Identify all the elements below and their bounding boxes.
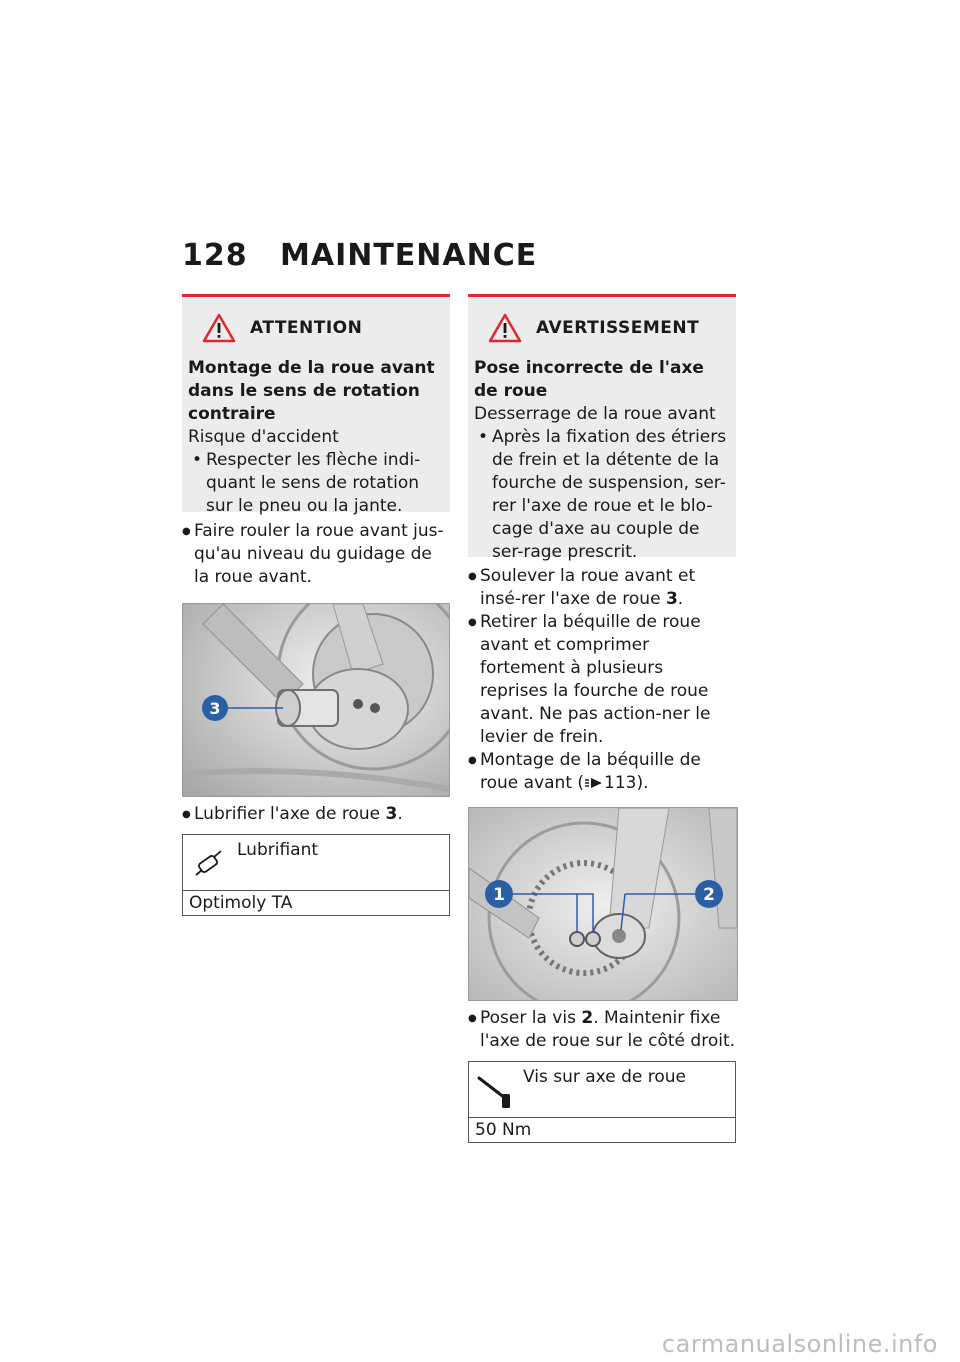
step-text: Poser la vis (480, 1008, 582, 1028)
torque-wrench-icon (475, 1072, 515, 1112)
spec-header (469, 1062, 735, 1118)
step-item: ● Lubrifier l'axe de roue 3. (182, 803, 450, 826)
warning-list-item: • Après la fixation des étriers de frein et la détente de la fourche de suspension, ser-rer l'axe de roue et le blo-cage d'axe au couple de ser-rage prescrit. (474, 426, 728, 564)
watermark: carmanualsonline.info (661, 1330, 938, 1358)
step-list (468, 1007, 736, 1053)
left-column (182, 294, 450, 916)
step-text: Lubrifier l'axe de roue (194, 804, 386, 824)
step-list (182, 520, 450, 589)
step-text-end: ). (636, 773, 649, 793)
section-title: MAINTENANCE (280, 238, 538, 273)
figure-callout-3: 3 (209, 699, 221, 718)
page-number: 128 (182, 238, 248, 273)
warning-triangle-icon (488, 313, 522, 343)
step-ref: 2 (581, 1008, 594, 1028)
warning-risk: Desserrage de la roue avant (474, 404, 716, 424)
page-reference[interactable]: 113 (604, 773, 637, 793)
warning-title: AVERTISSEMENT (536, 318, 700, 338)
wheel-axle-illustration (469, 808, 737, 1000)
warning-triangle-icon (202, 313, 236, 343)
step-list (182, 803, 450, 826)
warning-subtitle: Pose incorrecte de l'axe de roue (474, 358, 704, 401)
step-ref: 3 (665, 589, 678, 609)
warning-title: ATTENTION (250, 318, 363, 338)
step-item: ● Retirer la béquille de roue avant et comprimer fortement à plusieurs reprises la fourche de roue avant. Ne pas action-ner le levier de frein. (468, 611, 736, 749)
axle-bolt-figure (468, 807, 738, 1001)
spec-value: 50 Nm (475, 1120, 532, 1140)
step-item (468, 1007, 736, 1053)
warning-list-item: • Respecter les flèche indi-quant le sens de rotation sur le pneu ou la jante. (188, 449, 442, 518)
step-item: ● Faire rouler la roue avant jus-qu'au niveau du guidage de la roue avant. (182, 520, 450, 589)
attention-box (182, 294, 450, 516)
warning-header (474, 313, 728, 343)
page-reference-arrow-icon (584, 777, 604, 789)
step-item (468, 749, 736, 795)
warning-list (188, 449, 442, 518)
step-text: Soulever la roue avant et insé-rer l'axe de roue (480, 566, 696, 609)
torque-spec-table (468, 1061, 736, 1143)
page-header (182, 238, 537, 273)
step-text-end: . Maintenir fixe l'axe de roue sur le côté droit. (480, 1008, 736, 1051)
warning-header (188, 313, 442, 343)
grease-gun-icon (189, 845, 229, 885)
figure-callout-2: 2 (703, 885, 715, 905)
step-ref: 3 (385, 804, 398, 824)
step-text: Montage de la béquille de roue avant ( (480, 750, 701, 793)
step-list (468, 565, 736, 795)
spec-label: Lubrifiant (237, 840, 319, 860)
axle-lubrication-figure (182, 603, 450, 797)
warning-risk: Risque d'accident (188, 427, 339, 447)
figure-callout-1: 1 (493, 885, 505, 905)
spec-label: Vis sur axe de roue (523, 1067, 686, 1087)
right-column (468, 294, 736, 1143)
spec-value: Optimoly TA (189, 893, 293, 913)
avertissement-box (468, 294, 736, 562)
wheel-hub-illustration (183, 604, 449, 796)
warning-subtitle: Montage de la roue avant dans le sens de rotation contraire (188, 358, 435, 424)
warning-list (474, 426, 728, 564)
lubricant-spec-table (182, 834, 450, 916)
step-item: ● Soulever la roue avant et insé-rer l'axe de roue 3. (468, 565, 736, 611)
spec-header (183, 835, 449, 891)
